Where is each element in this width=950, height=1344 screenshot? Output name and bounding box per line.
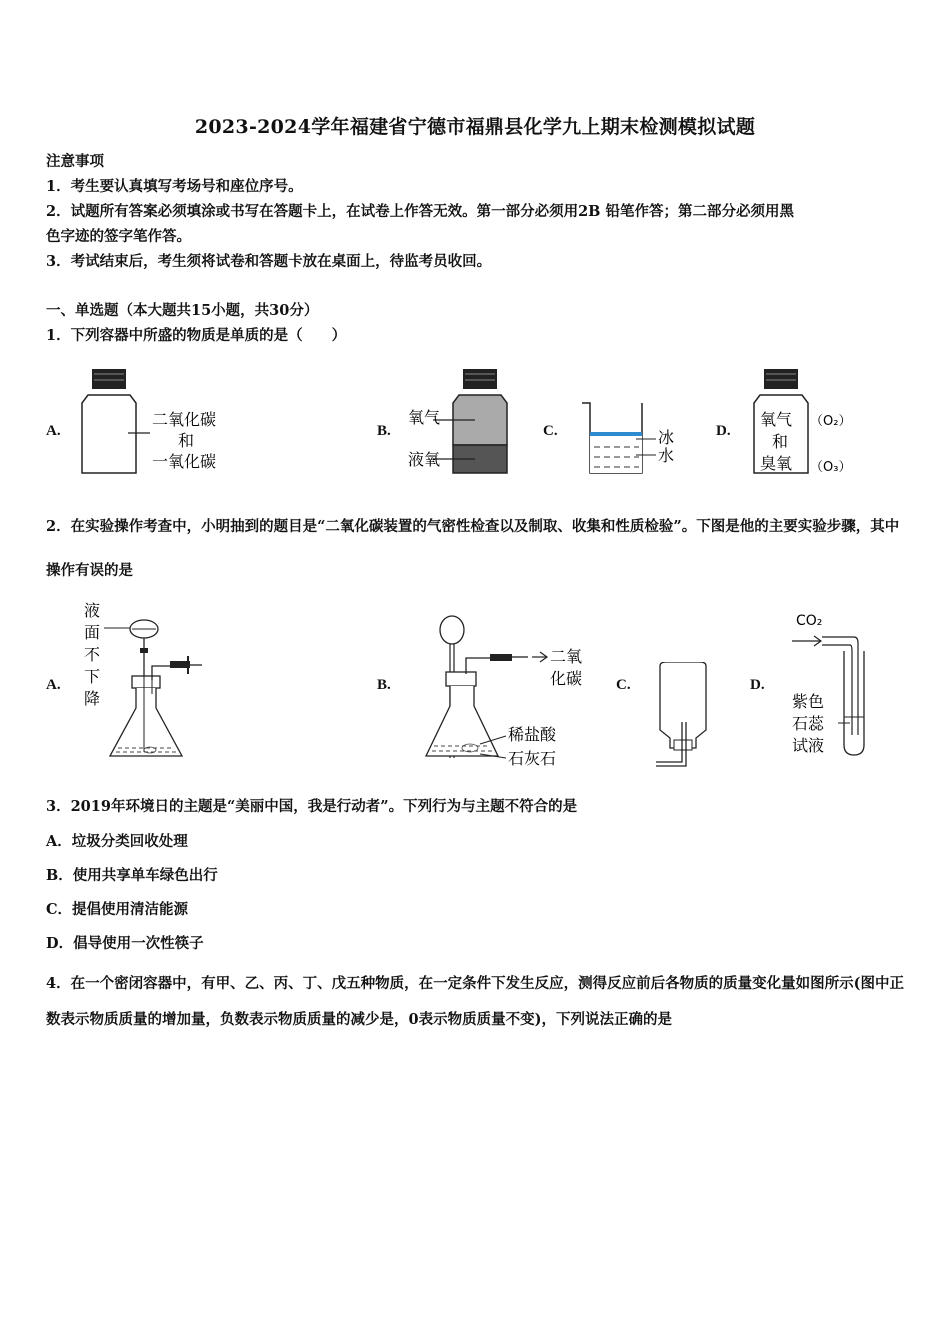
fig-a-text1: 二氧化碳: [152, 410, 217, 429]
q1-figure-c: [578, 395, 688, 480]
fig2d-l2: 石蕊: [792, 714, 825, 733]
fig2b-gas1: 二氧: [550, 647, 583, 666]
fig-b-bottom-label: 液氧: [408, 450, 441, 469]
fig-d-text3: 臭氧: [760, 454, 793, 473]
fig2a-char1: 液: [84, 601, 101, 620]
q2-figure-a: [78, 596, 228, 771]
fig-a-text2: 和: [178, 431, 195, 450]
fig2b-acid-label: 稀盐酸: [508, 725, 557, 744]
fig2b-gas2: 化碳: [550, 669, 583, 688]
notice-item-3: 3．考试结束后，考生须将试卷和答题卡放在桌面上，待监考员收回。: [46, 253, 492, 270]
q1-label-d: D.: [716, 423, 731, 439]
q1-label-a: A.: [46, 423, 61, 439]
fig-b-top-label: 氧气: [408, 408, 441, 427]
fig-d-formula-o3: （O₃）: [810, 460, 852, 475]
fig-c-water-label: 水: [658, 446, 675, 465]
q1-stem: 1．下列容器中所盛的物质是单质的是（ ）: [46, 327, 347, 344]
fig2a-char4: 下: [84, 667, 101, 686]
q3-stem: 3．2019年环境日的主题是“美丽中国，我是行动者”。下列行为与主题不符合的是: [46, 798, 578, 815]
fig2a-char2: 面: [84, 623, 101, 642]
q2-label-b: B.: [377, 677, 391, 693]
fig-d-formula-o2: （O₂）: [810, 414, 852, 429]
q2-label-a: A.: [46, 677, 61, 693]
fig2d-gas-label: CO₂: [796, 613, 823, 629]
q2-figure-d: [782, 605, 882, 765]
notice-item-2-cont: 色字迹的签字笔作答。: [46, 228, 191, 245]
notice-heading: 注意事项: [46, 153, 104, 170]
fig2d-l1: 紫色: [792, 692, 825, 711]
fig-d-text1: 氧气: [760, 410, 793, 429]
fig2b-stone-label: 石灰石: [508, 749, 557, 768]
q2-stem: 2．在实验操作考查中，小明抽到的题目是“二氧化碳装置的气密性检查以及制取、收集和性质检验”。下图是他的主要实验步骤，其中操作有误的是: [46, 518, 900, 579]
q3-option-b: B．使用共享单车绿色出行: [46, 867, 218, 884]
q3-option-d: D．倡导使用一次性筷子: [46, 935, 204, 952]
fig2a-char3: 不: [84, 645, 101, 664]
section-heading: 一、单选题（本大题共15小题，共30分）: [46, 302, 319, 319]
q1-figure-b: [405, 365, 515, 480]
fig2d-l3: 试液: [792, 736, 825, 755]
notice-item-2: 2．试题所有答案必须填涂或书写在答题卡上，在试卷上作答无效。第一部分必须用2B 铅笔作答；第二部分必须用黑: [46, 203, 794, 220]
q1-label-c: C.: [543, 423, 558, 439]
q2-label-d: D.: [750, 677, 765, 693]
q3-option-c: C．提倡使用清洁能源: [46, 901, 189, 918]
fig-d-text2: 和: [772, 432, 789, 451]
notice-item-1: 1．考生要认真填写考场号和座位序号。: [46, 178, 303, 195]
q1-figure-d: [752, 365, 867, 480]
fig-c-ice-label: 冰: [658, 428, 675, 447]
q2-figure-b: [410, 608, 600, 773]
q1-figure-a: [78, 365, 238, 480]
fig-a-text3: 一氧化碳: [152, 452, 217, 471]
q2-label-c: C.: [616, 677, 631, 693]
q1-label-b: B.: [377, 423, 391, 439]
q4-stem: 4．在一个密闭容器中，有甲、乙、丙、丁、戊五种物质，在一定条件下发生反应，测得反应前后各物质的质量变化量如图所示(图中正数表示物质质量的增加量，负数表示物质质量的减少是，0表示物质质量不变)，下列说法正确的是: [46, 975, 904, 1028]
q3-option-a: A．垃圾分类回收处理: [46, 833, 188, 850]
fig2a-char5: 降: [84, 689, 101, 708]
page-title: 2023-2024学年福建省宁德市福鼎县化学九上期末检测模拟试题: [194, 116, 756, 138]
q2-figure-c: [650, 662, 720, 770]
